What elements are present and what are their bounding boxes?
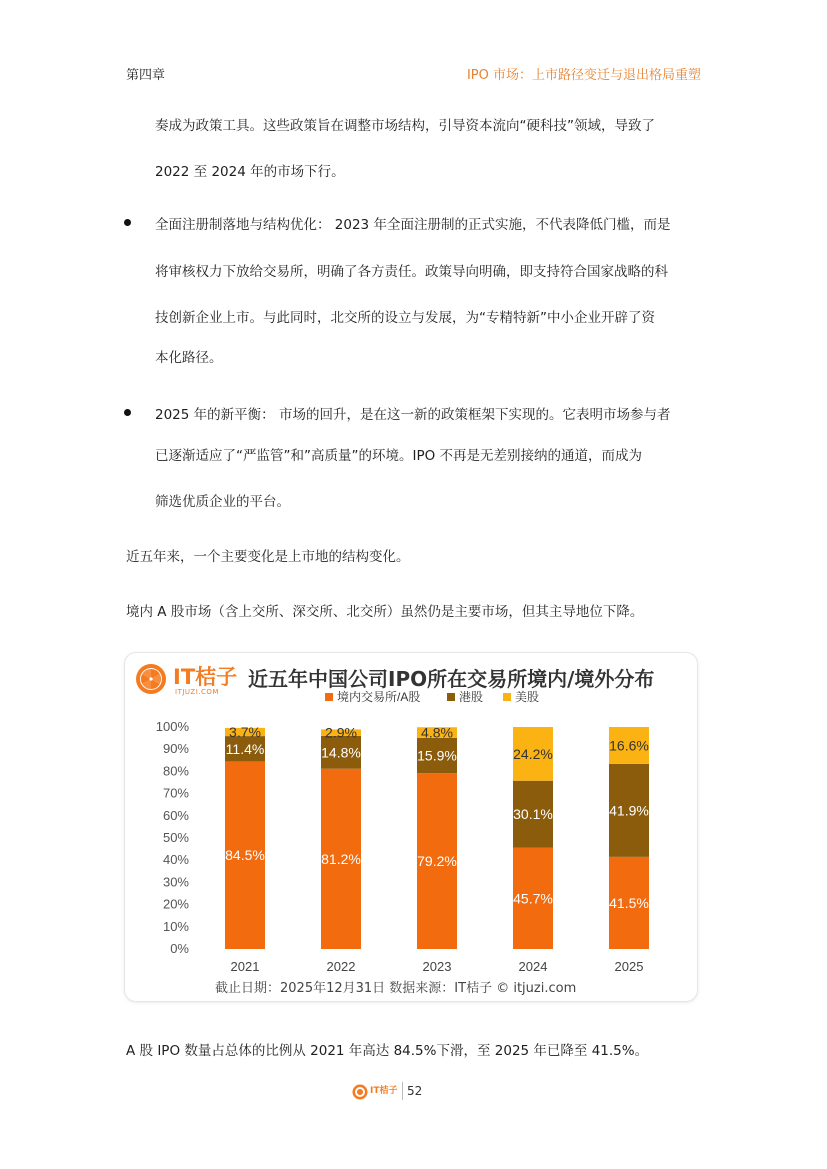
bullet-line: 技创新企业上市。与此同时，北交所的设立与发展，为“专精特新”中小企业开辟了资 [155, 310, 655, 326]
legend-label: 境内交易所/A股 [337, 690, 421, 704]
stacked-bar-chart [125, 653, 697, 1001]
paragraph: 近五年来，一个主要变化是上市地的结构变化。 [126, 549, 410, 565]
data-label: 11.4% [225, 740, 265, 757]
section-title: IPO 市场：上市路径变迁与退出格局重塑 [466, 68, 701, 83]
data-label: 2.9% [325, 724, 357, 741]
data-label: 24.2% [513, 745, 553, 762]
x-tick-label: 2025 [614, 959, 644, 974]
logo-subtext: ITJUZI.COM [175, 688, 219, 696]
x-tick-label: 2021 [230, 959, 260, 974]
y-tick-label: 70% [162, 785, 189, 801]
y-tick-label: 80% [162, 763, 189, 779]
legend-label: 美股 [515, 690, 540, 704]
data-label: 3.7% [229, 723, 261, 740]
page-number: 52 [407, 1084, 423, 1098]
y-tick-label: 90% [162, 741, 189, 757]
bullet-line: 本化路径。 [155, 350, 223, 366]
legend-swatch [503, 693, 511, 701]
data-label: 79.2% [417, 853, 457, 870]
chapter-label: 第四章 [126, 68, 166, 83]
paragraph-line: 奏成为政策工具。这些政策旨在调整市场结构，引导资本流向“硬科技”领域，导致了 [155, 118, 655, 134]
paragraph: 境内 A 股市场（含上交所、深交所、北交所）虽然仍是主要市场，但其主导地位下降。 [126, 604, 644, 620]
chart-source-note: 截止日期：2025年12月31日 数据来源：IT桔子 © itjuzi.com [215, 981, 577, 996]
data-label: 4.8% [421, 724, 453, 741]
paragraph: A 股 IPO 数量占总体的比例从 2021 年高达 84.5%下滑，至 2025 年已降至 41.5%。 [126, 1043, 649, 1059]
y-tick-label: 100% [155, 719, 189, 734]
bullet-line: 2025 年的新平衡： 市场的回升，是在这一新的政策框架下实现的。它表明市场参与者 [155, 407, 671, 423]
bullet-line: 已逐渐适应了“严监管”和”高质量”的环境。IPO 不再是无差别接纳的通道，而成为 [155, 448, 643, 464]
data-label: 14.8% [321, 744, 361, 761]
chart-card [124, 652, 698, 1002]
bullet-dot [124, 219, 131, 226]
bullet-line: 将审核权力下放给交易所，明确了各方责任。政策导向明确，即支持符合国家战略的科 [155, 264, 668, 280]
y-tick-label: 40% [162, 852, 189, 868]
bullet-line: 全面注册制落地与结构优化： 2023 年全面注册制的正式实施，不代表降低门槛，而是 [155, 217, 671, 233]
chart-title: 近五年中国公司IPO所在交易所境内/境外分布 [248, 667, 655, 691]
x-tick-label: 2024 [518, 959, 548, 974]
data-label: 41.5% [609, 894, 649, 911]
bullet-line: 筛选优质企业的平台。 [155, 494, 290, 510]
y-tick-label: 50% [162, 830, 189, 845]
data-label: 16.6% [609, 737, 649, 754]
x-tick-label: 2022 [326, 959, 356, 974]
x-tick-label: 2023 [422, 959, 452, 974]
bullet-dot [124, 409, 131, 416]
y-tick-label: 60% [162, 807, 189, 823]
y-tick-label: 30% [162, 874, 189, 890]
y-tick-label: 0% [170, 941, 189, 956]
y-tick-label: 20% [162, 896, 189, 912]
footer-divider [402, 1082, 403, 1100]
data-label: 30.1% [513, 806, 553, 823]
logo-text: IT桔子 [173, 665, 238, 689]
footer-orange-icon [352, 1084, 368, 1100]
legend-swatch [325, 693, 333, 701]
paragraph-line: 2022 至 2024 年的市场下行。 [155, 164, 345, 180]
footer-brand: IT桔子 [370, 1086, 398, 1096]
y-tick-label: 10% [162, 918, 189, 934]
data-label: 41.9% [609, 802, 649, 819]
data-label: 84.5% [225, 847, 265, 864]
legend-label: 港股 [459, 690, 484, 704]
data-label: 15.9% [417, 747, 457, 764]
data-label: 45.7% [513, 890, 553, 907]
data-label: 81.2% [321, 850, 361, 867]
legend-swatch [447, 693, 455, 701]
